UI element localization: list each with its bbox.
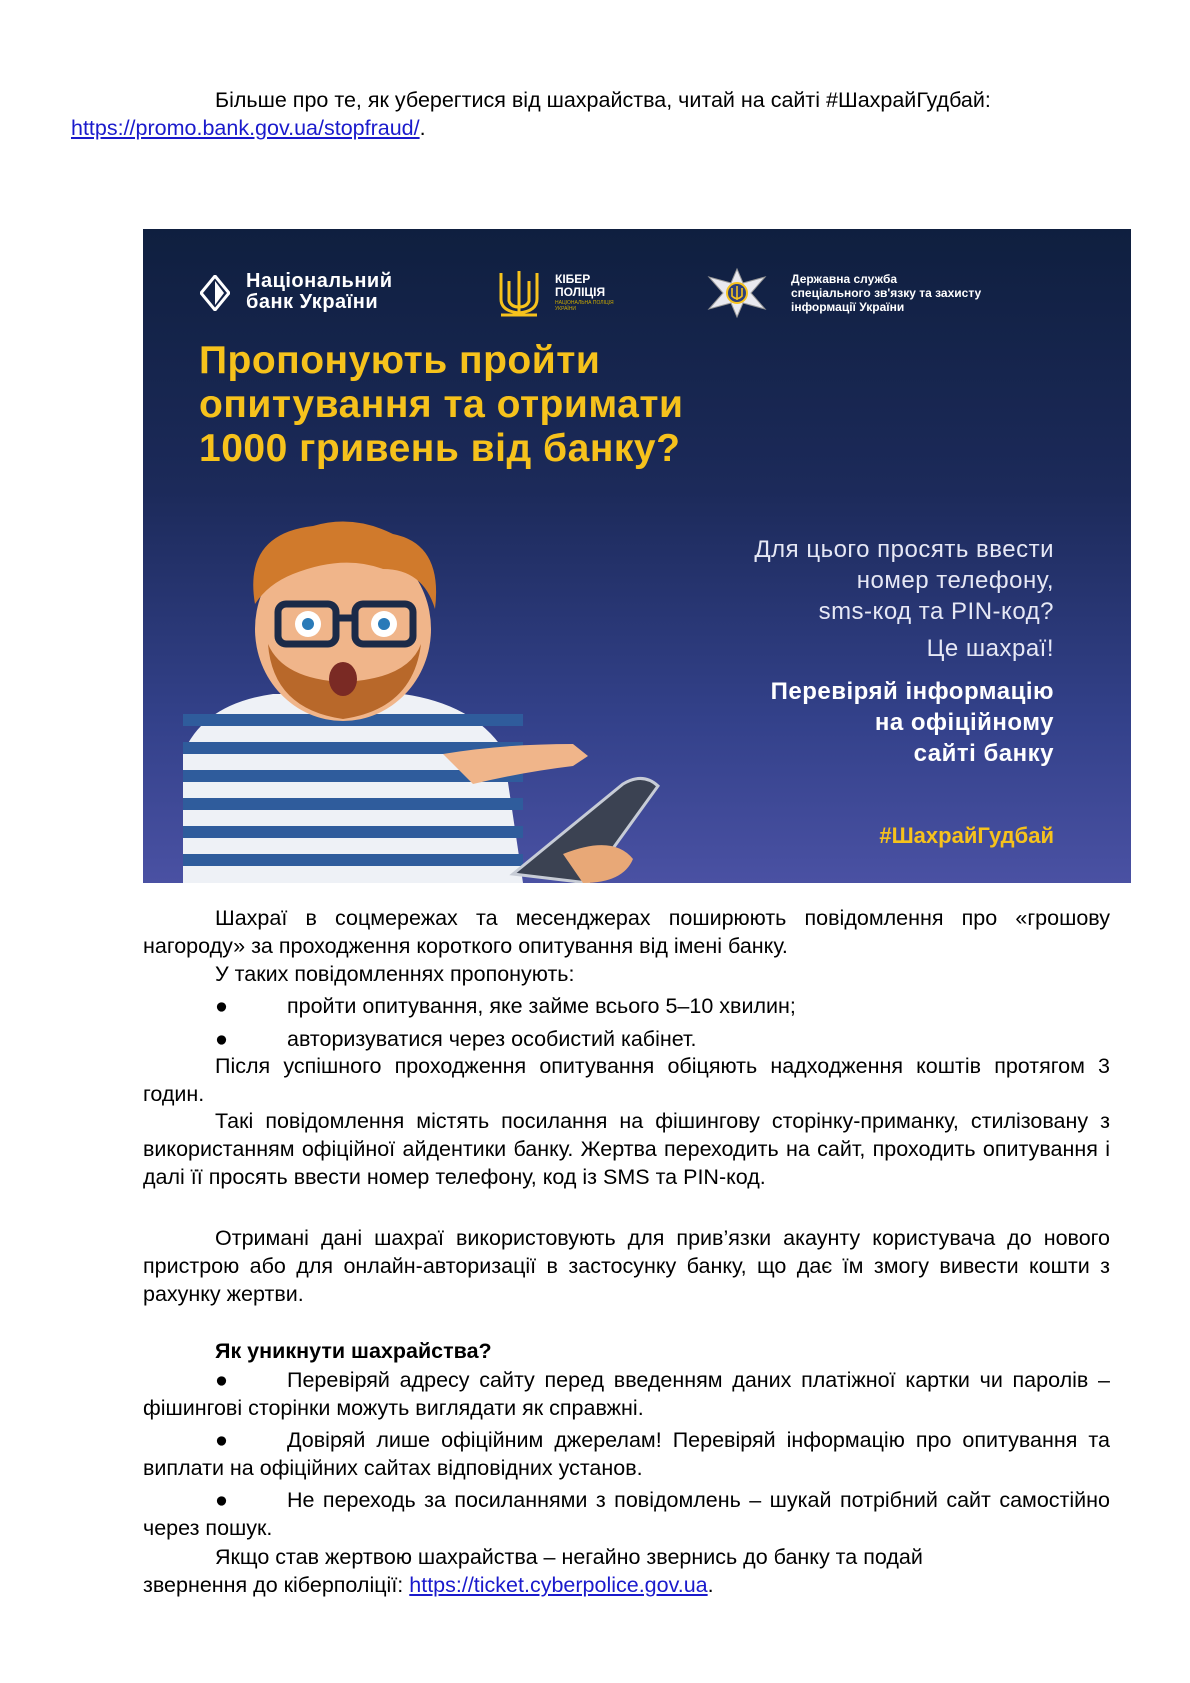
dss-line1: Державна служба <box>791 272 898 286</box>
headline-line2: опитування та отримати <box>199 383 684 426</box>
advice-text-2: Довіряй лише офіційним джерелам! Перевіряй інформацію про опитування та виплати на офіційних сайтах відповідних установ. <box>143 1428 1110 1480</box>
paragraph-3: Після успішного проходження опитування обіцяють надходження коштів протягом 3 годин. <box>143 1054 1110 1106</box>
nbu-line2: банк України <box>246 291 379 313</box>
dss-line3: інформації України <box>791 300 905 314</box>
logo-row <box>143 263 1131 323</box>
paragraph-5: Отримані дані шахраї використовують для прив’язки акаунту користувача до нового пристрою або для онлайн-авторизації в застосунку банку, що дає їм змогу вивести кошти з рахунку жертви. <box>143 1226 1110 1306</box>
stopfraud-link[interactable]: https://promo.bank.gov.ua/stopfraud/ <box>71 116 420 140</box>
bullet-item-2 <box>143 1025 1110 1053</box>
how-to-avoid-heading <box>143 1337 1110 1365</box>
intro-text: Більше про те, як уберегтися від шахрайства, читай на сайті #ШахрайГудбай: <box>215 88 991 112</box>
bullet-item-1 <box>143 992 1110 1020</box>
campaign-banner <box>143 229 1131 883</box>
final-period: . <box>707 1573 714 1597</box>
intro-period: . <box>419 116 426 140</box>
check-line1: Перевіряй інформацію <box>770 678 1054 705</box>
advice-bullet-2 <box>143 1426 1110 1482</box>
bullet-dot: ● <box>215 1027 228 1051</box>
surprised-man-illustration <box>143 514 703 883</box>
check-line2: на офіційному <box>874 709 1054 736</box>
advice-bullet-1 <box>143 1366 1110 1422</box>
final-paragraph <box>143 1543 1110 1599</box>
cyberpolice-link[interactable]: https://ticket.cyberpolice.gov.ua <box>409 1573 708 1597</box>
intro-paragraph <box>71 86 1110 142</box>
cyberpolice-trident-icon <box>493 267 545 319</box>
final-line1: Якщо став жертвою шахрайства – негайно звернись до банку та подай <box>215 1545 923 1569</box>
advice-bullet-3 <box>143 1486 1110 1542</box>
headline-line3: 1000 гривень від банку? <box>199 427 681 470</box>
nbu-line1: Національний <box>246 270 393 292</box>
banner-hashtag: #ШахрайГудбай <box>879 823 1054 848</box>
nbu-logo-icon <box>200 275 230 311</box>
cyber-line2: ПОЛІЦІЯ <box>555 285 606 299</box>
bullet-dot: ● <box>215 1488 228 1512</box>
question-line3: sms-код та PIN-код? <box>818 598 1054 625</box>
banner-scam-warning: Це шахраї! <box>926 635 1054 662</box>
dss-logo-text <box>791 272 981 314</box>
headline-line1: Пропонують пройти <box>199 339 601 382</box>
banner-question <box>754 534 1054 627</box>
advice-text-1: Перевіряй адресу сайту перед введенням даних платіжної картки чи паролів – фішингові сторінки можуть виглядати як справжні. <box>143 1368 1110 1420</box>
question-line2: номер телефону, <box>856 567 1054 594</box>
question-line1: Для цього просять ввести <box>754 536 1054 563</box>
nbu-logo-text <box>246 271 393 313</box>
paragraph-2: У таких повідомленнях пропонують: <box>215 962 575 986</box>
heading-text: Як уникнути шахрайства? <box>215 1339 492 1363</box>
bullet-text: пройти опитування, яке займе всього 5–10 хвилин; <box>287 994 796 1018</box>
paragraph-1: Шахраї в соцмережах та месенджерах поширюють повідомлення про «грошову нагороду» за проходження короткого опитування від імені банку. <box>143 906 1110 958</box>
bullet-dot: ● <box>215 1428 228 1452</box>
check-line3: сайті банку <box>913 740 1054 767</box>
bullet-dot: ● <box>215 1368 228 1392</box>
cyberpolice-subtitle: НАЦІОНАЛЬНА ПОЛІЦІЯ УКРАЇНИ <box>555 300 614 312</box>
banner-check-advice <box>771 676 1054 769</box>
banner-headline <box>199 339 683 471</box>
bullet-text: авторизуватися через особистий кабінет. <box>287 1027 697 1051</box>
dss-emblem-icon <box>707 267 767 319</box>
bullet-dot: ● <box>215 994 228 1018</box>
paragraph-4: Такі повідомлення містять посилання на фішингову сторінку-приманку, стилізовану з використанням офіційної айдентики банку. Жертва переходить на сайт, проходить опитування і далі її просять ввести номер телефону, код із SMS та PIN-код. <box>143 1109 1110 1189</box>
final-line2: звернення до кіберполіції: <box>143 1573 410 1597</box>
advice-text-3: Не переходь за посиланнями з повідомлень – шукай потрібний сайт самостійно через пошук. <box>143 1488 1110 1540</box>
cyber-line1: КІБЕР <box>555 272 591 286</box>
cyberpolice-logo-text <box>555 273 605 299</box>
dss-line2: спеціального зв'язку та захисту <box>791 286 982 300</box>
